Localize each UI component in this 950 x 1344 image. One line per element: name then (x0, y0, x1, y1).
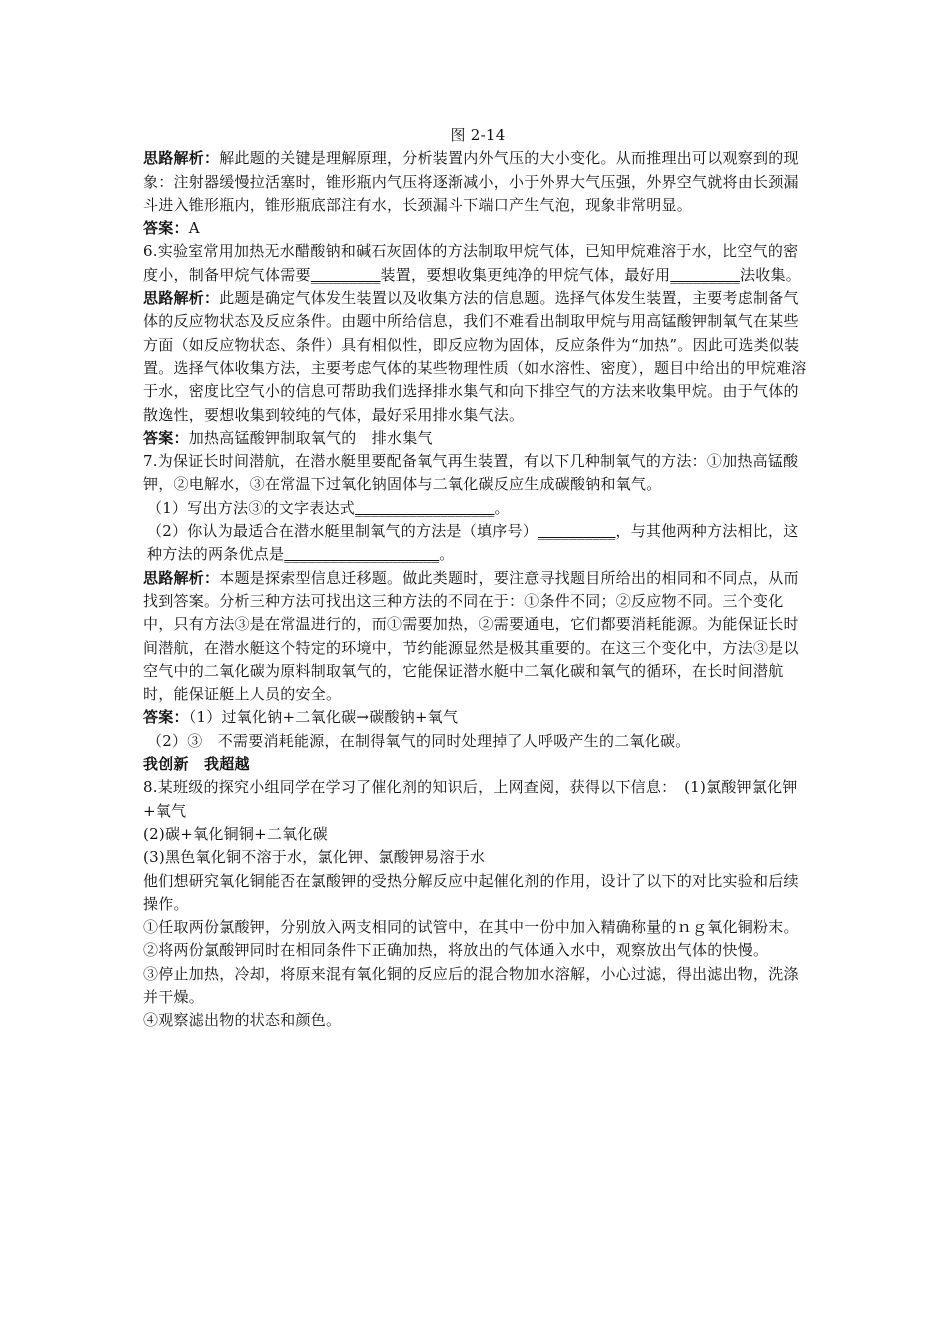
q7-question: 7.为保证长时间潜航，在潜水艇里要配备氧气再生装置，有以下几种制氧气的方法：①加热高锰酸钾，②电解水，③在常温下过氧化钠固体与二氧化碳反应生成碳酸钠和氧气。 (143, 452, 799, 494)
analysis-label: 思路解析： (143, 289, 220, 308)
q5-analysis-text: 解此题的关键是理解原理，分析装置内外气压的大小变化。从而推理出可以观察到的现象：注射器缓慢拉活塞时，锥形瓶内气压将逐渐减小，小于外界大气压强，外界空气就将由长颈漏斗进入锥形瓶内，锥形瓶底部注有水，长颈漏斗下端口产生气泡，现象非常明显。 (143, 149, 799, 214)
q7-sub1-text: （1）写出方法③的文字表达式 (147, 498, 356, 517)
q8-intro: 8.某班级的探究小组同学在学习了催化剂的知识后，上网查阅，获得以下信息： (1)氯酸钾氯化钾+氧气 (143, 778, 798, 820)
q6-answer (143, 427, 813, 450)
q8-info-2: (2)碳+氧化铜铜+二氧化碳 (143, 824, 328, 843)
q7-sub1 (143, 497, 813, 520)
q7-answer-2: （2）③ 不需要消耗能源，在制得氧气的同时处理掉了人呼吸产生的二氧化碳。 (147, 731, 691, 750)
q7-analysis (143, 567, 813, 707)
q7-answer (143, 706, 813, 729)
q6-blank-1[interactable]: _________ (310, 265, 381, 284)
section-title: 我创新 我超越 (143, 755, 250, 774)
q8-purpose: 他们想研究氧化铜能否在氯酸钾的受热分解反应中起催化剂的作用，设计了以下的对比实验和后续操作。 (143, 871, 799, 913)
q6-answer-text: 加热高锰酸钾制取氧气的 排水集气 (188, 428, 433, 447)
q8-step-1: ①任取两份氯酸钾，分别放入两支相同的试管中，在其中一份中加入精确称量的ｎｇ氧化铜粉末。 (143, 918, 799, 937)
analysis-label: 思路解析： (143, 149, 220, 168)
q7-sub2-blank-1[interactable]: __________ (538, 522, 616, 541)
q7-sub2-mid: ，与其他两种方法相比，这种方法的两条优点是 (147, 522, 799, 564)
q8-step-4: ④观察滤出物的状态和颜色。 (143, 1011, 342, 1030)
q6-blank-2[interactable]: _________ (670, 265, 741, 284)
q7-answer-1: （1）过氧化钠+二氧化碳→碳酸钠+氧气 (188, 708, 459, 727)
figure-caption: 图 2-14 (450, 126, 506, 144)
q8-info-3: (3)黑色氧化铜不溶于水，氯化钾、氯酸钾易溶于水 (143, 848, 486, 867)
q7-sub2-text: （2）你认为最适合在潜水艇里制氧气的方法是（填序号） (147, 522, 539, 541)
q7-sub2 (143, 520, 813, 567)
answer-label: 答案： (143, 428, 189, 447)
q6-analysis-text: 此题是确定气体发生装置以及收集方法的信息题。选择气体发生装置，主要考虑制备气体的反应物状态及反应条件。由题中所给信息，我们不难看出制取甲烷与用高锰酸钾制氧气在某些方面（如反应物状态、条件）具有相似性，即反应物为固体，反应条件为“加热”。因此可选类似装置。选择气体收集方法，主要考虑气体的某些物理性质（如水溶性、密度），题目中给出的甲烷难溶于水，密度比空气小的信息可帮助我们选择排水集气和向下排空气的方法来收集甲烷。由于气体的散逸性，要想收集到较纯的气体，最好采用排水集气法。 (143, 289, 807, 424)
answer-label: 答案： (143, 708, 189, 727)
q8-step-3: ③停止加热，冷却，将原来混有氧化铜的反应后的混合物加水溶解，小心过滤，得出滤出物，洗涤并干燥。 (143, 964, 799, 1006)
q7-sub1-blank[interactable]: __________________ (355, 498, 495, 517)
q6-text-3: 法收集。 (740, 265, 802, 284)
q6-text-1: 6.实验室常用加热无水醋酸钠和碱石灰固体的方法制取甲烷气体，已知甲烷难溶于水，比空气的密度小，制备甲烷气体需要 (143, 242, 799, 284)
q7-sub2-end: 。 (439, 545, 455, 564)
answer-label: 答案： (143, 219, 189, 238)
q8-step-2: ②将两份氯酸钾同时在相同条件下正确加热，将放出的气体通入水中，观察放出气体的快慢。 (143, 941, 769, 960)
q7-sub2-blank-2[interactable]: ____________________ (284, 545, 440, 564)
q5-answer (143, 217, 813, 240)
q7-sub1-end: 。 (494, 498, 510, 517)
document-body (143, 124, 813, 1033)
q5-analysis (143, 147, 813, 217)
q6-text-2: 装置，要想收集更纯净的甲烷气体，最好用 (380, 265, 671, 284)
analysis-label: 思路解析： (143, 568, 220, 587)
q5-answer-text: A (188, 219, 200, 238)
q6-analysis (143, 287, 813, 427)
q7-analysis-text: 本题是探索型信息迁移题。做此类题时，要注意寻找题目所给出的相同和不同点，从而找到答案。分析三种方法可找出这三种方法的不同在于：①条件不同；②反应物不同。三个变化中，只有方法③是在常温进行的，而①需要加热，②需要通电，它们都要消耗能源。为能保证长时间潜航，在潜水艇这个特定的环境中，节约能源显然是极其重要的。在这三个变化中，方法③是以空气中的二氧化碳为原料制取氧气的，它能保证潜水艇中二氧化碳和氧气的循环，在长时间潜航时，能保证艇上人员的安全。 (143, 568, 799, 704)
q6-question (143, 240, 813, 287)
